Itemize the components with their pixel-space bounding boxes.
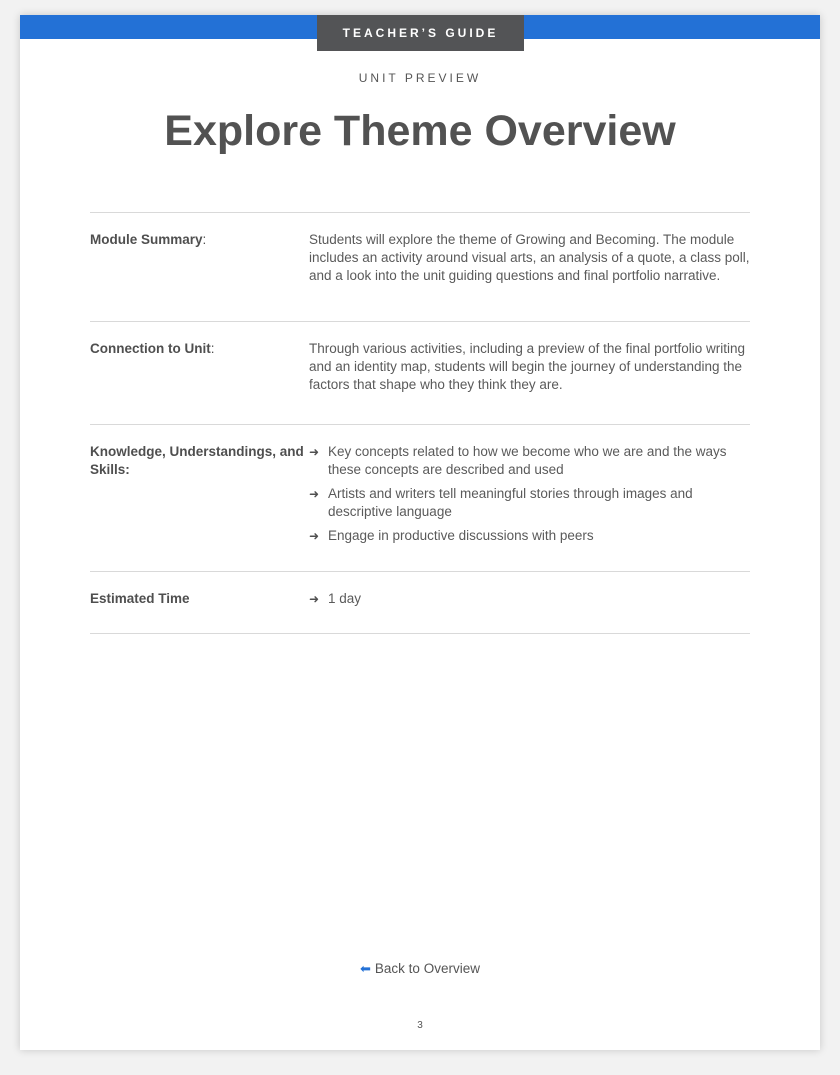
ksu-row	[90, 425, 750, 572]
estimated-time-list	[309, 590, 750, 608]
list-item: ➜ Engage in productive discussions with peers	[309, 528, 594, 543]
module-summary-row	[90, 213, 750, 322]
back-to-overview-link[interactable]	[20, 961, 820, 977]
arrow-right-icon: ➜	[309, 487, 320, 501]
list-item: ➜ Artists and writers tell meaningful stories through images and descriptive language	[309, 486, 693, 519]
ksu-list	[309, 443, 750, 545]
estimated-time-row	[90, 572, 750, 634]
arrow-right-icon: ➜	[309, 529, 320, 543]
page-title: Explore Theme Overview	[164, 107, 676, 155]
teachers-guide-tab	[317, 15, 524, 51]
back-to-overview-label: Back to Overview	[374, 961, 480, 976]
arrow-right-icon: ➜	[309, 445, 320, 459]
arrow-left-icon: ⬅	[360, 961, 371, 976]
teachers-guide-label: TEACHER’S GUIDE	[342, 26, 499, 40]
ksu-label: Knowledge, Understandings, and Skills:	[90, 444, 304, 477]
connection-to-unit-text: Through various activities, including a preview of the final portfolio writing and an identity map, students will begin the journey of understanding the factors that shape who they think they are.	[309, 341, 745, 392]
module-summary-label: Module Summary:	[90, 232, 207, 247]
arrow-right-icon: ➜	[309, 592, 320, 606]
document-page	[20, 15, 820, 1050]
connection-to-unit-label: Connection to Unit:	[90, 341, 215, 356]
page-number: 3	[417, 1020, 423, 1031]
estimated-time-label: Estimated Time	[90, 591, 190, 606]
list-item: ➜ 1 day	[309, 591, 362, 606]
overview-table	[90, 212, 750, 634]
unit-preview-label: UNIT PREVIEW	[358, 71, 482, 85]
module-summary-text: Students will explore the theme of Growing and Becoming. The module includes an activity around visual arts, an analysis of a quote, a class poll, and a look into the unit guiding questions and final portfolio narrative.	[309, 232, 750, 283]
list-item: ➜ Key concepts related to how we become who we are and the ways these concepts are described and used	[309, 444, 727, 477]
connection-to-unit-row	[90, 322, 750, 425]
